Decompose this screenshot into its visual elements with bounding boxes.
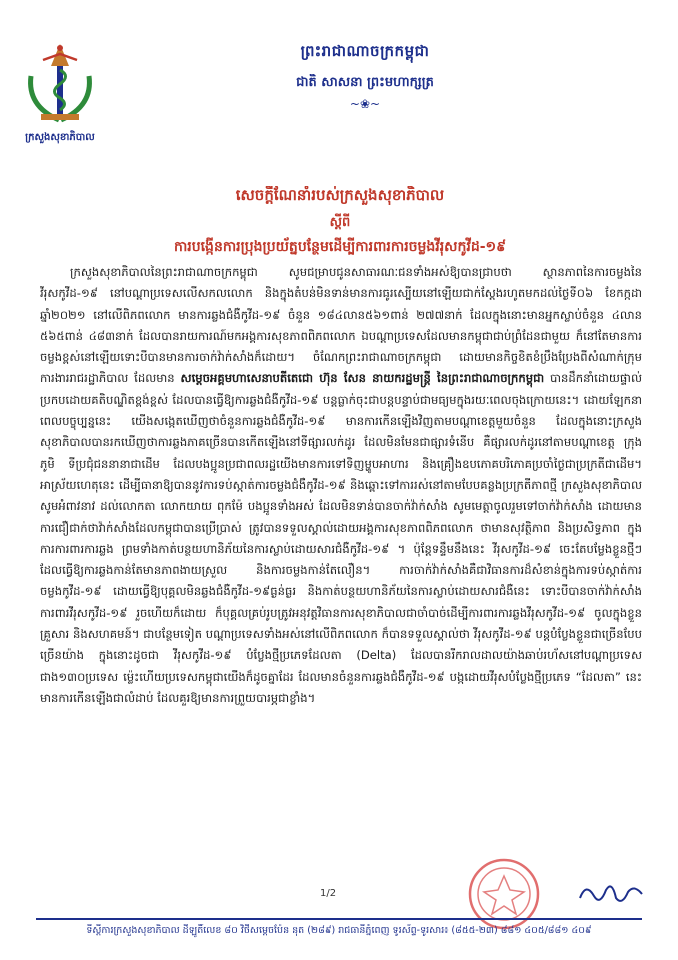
signature-icon bbox=[576, 876, 646, 910]
body-paragraph-part1: ក្រសួងសុខាភិបាលនៃព្រះរាជាណាចក្រកម្ពុជា សូមជម្រាបជូនសាធារណៈជនទាំងអស់ឱ្យបានជ្រាបថា ស្ថានភាពនៃការចម្លងនៃវីរុសកូវីដ-១៩ នៅបណ្តាប្រទេសលើសកលលោក និងក្នុងតំបន់មិនទាន់មានការធូរស្បើយនៅឡើយជាក់ស្តែងរហូតមកដល់ថ្ងៃទី០៦ ខែកក្កដា ឆ្នាំ២០២១ នៅលើពិភពលោក មានការឆ្លងជំងឺកូវីដ-១៩ ចំនួន ១៨៤លាន៥៦១ពាន់ ២៧៧នាក់ ដែលក្នុងនោះមានអ្នកស្លាប់ចំនួន ៤លាន ៥៦៥ពាន់ ៤៨៣នាក់ ដែលបានរាយការណ៍មកអង្គការសុខភាពពិភពលោក ឯបណ្តាប្រទេសដែលមានកម្ពុជាជាប់ព្រំដែនជាមួយ ក៏នៅតែមានការចម្លងខ្ពស់នៅឡើយទោះបីបានមានការចាក់វ៉ាក់សាំងក៏ដោយ។ ចំណែកព្រះរាជាណាចក្រកម្ពុជា ដោយមានកិច្ចខិតខំប្រឹងប្រែងពីសំណាក់ក្រុមការងាររាជរដ្ឋាភិបាល ដែលមាន bbox=[40, 265, 642, 386]
document-subject-label: ស្តីពី bbox=[329, 215, 351, 230]
ministry-emblem-icon bbox=[21, 36, 99, 128]
body-paragraph-part2: បានដឹកនាំដោយផ្ទាល់ ប្រកបដោយគតិបណ្ឌិតខ្ពង់ខ្ពស់ ដែលបានធ្វើឱ្យការឆ្លងជំងឺកូវីដ-១៩ បន្តធ្លាក់ចុះជាបន្តបន្ទាប់ជាមធ្យមក្នុងរយៈពេលចុងក្រោយនេះ។ ដោយឡែកនាពេលបច្ចុប្បន្ននេះ យើងសង្កេតឃើញថាចំនួនការឆ្លងជំងឺកូវីដ-១៩ មានការកើនឡើងវិញតាមបណ្តាខេត្តមួយចំនួន ដែលក្នុងនោះក្រសួងសុខាភិបាលបានរកឃើញថាការឆ្លងភាគច្រើនបានកើតឡើងនៅទីផ្សារលក់ដូរ ដែលមិនមែនជាផ្សារទំនើប គឺផ្សារលក់ដូរនៅតាមបណ្តាខេត្ត ក្រុង ភូមិ ទីប្រជុំជននានាជាដើម ដែលបងប្អូនប្រជាពលរដ្ឋយើងមានការទៅទិញម្ហូបអាហារ និងគ្រឿងឧបភោគបរិភោគប្រចាំថ្ងៃជាប្រក្រតីជាដើម។ អាស្រ័យហេតុនេះ ដើម្បីធានាឱ្យបាននូវការទប់ស្កាត់ការចម្លងជំងឺកូវីដ-១៩ និងឆ្ពោះទៅការរស់នៅតាមបែបគន្លងប្រក្រតីភាពថ្មី ក្រសួងសុខាភិបាលសូមអំពាវនាវ ដល់លោកតា លោកយាយ ពុកម៉ែ បងប្អូនទាំងអស់ ដែលមិនទាន់បានចាក់វ៉ាក់សាំង សូមមេត្តាចូលរួមទៅចាក់វ៉ាក់សាំង ដោយមានការជឿជាក់ថាវ៉ាក់សាំងដែលកម្ពុជាបានប្រើប្រាស់ ត្រូវបានទទួលស្គាល់ដោយអង្គការសុខភាពពិភពលោក ថាមានសុវត្ថិភាព និងប្រសិទ្ធភាព ក្នុងការការពារការឆ្លង ព្រមទាំងកាត់បន្ថយហានិភ័យនៃការស្លាប់ដោយសារជំងឺកូវីដ-១៩ ។ ប៉ុន្តែទន្ទឹមនឹងនេះ វីរុសកូវីដ-១៩ ចេះតែបម្លែងខ្លួនថ្មីៗ ដែលធ្វើឱ្យការឆ្លងកាន់តែមានភាពងាយស្រួល និងការចម្លងកាន់តែលឿន។ ការចាក់វ៉ាក់សាំងគឺជាវិធានការដ៏សំខាន់ក្នុងការទប់ស្កាត់ការចម្លងកូវីដ-១៩ ដោយធ្វើឱ្យបុគ្គលមិនឆ្លងជំងឺកូវីដ-១៩ធ្ងន់ធ្ងរ និងកាត់បន្ថយហានិភ័យនៃការស្លាប់ដោយសារជំងឺនេះ ទោះបីបានចាក់វ៉ាក់សាំងការពារវីរុសកូវីដ-១៩ រួចហើយក៏ដោយ ក៏បុគ្គលគ្រប់រូបត្រូវអនុវត្តវិធានការសុខាភិបាលជាចាំបាច់ដើម្បីការពារការឆ្លងវីរុសកូវីដ-១៩ ចូលក្នុងខ្លួន គ្រួសារ និងសហគមន៍។ ជាបន្ថែមទៀត បណ្តាប្រទេសទាំងអស់នៅលើពិភពលោក ក៏បានទទួលស្គាល់ថា វីរុសកូវីដ-១៩ បន្តបំប្លែងខ្លួនជាច្រើនបែបច្រើនយ៉ាង ក្នុងនោះដូចជា វីរុសកូវីដ-១៩ បំប្លែងថ្មីប្រភេទដែលតា (Delta) ដែលបានរីករាលដាលយ៉ាងឆាប់រហ័សនៅបណ្តាប្រទេសជាង១៣០ប្រទេស ម្ល៉េះហើយប្រទេសកម្ពុជាយើងក៏ដូចគ្នាដែរ ដែលមានចំនួនការឆ្លងជំងឺកូវីដ-១៩ បង្កដោយវីរុសបំប្លែងថ្មីប្រភេទ “ដែលតា” នេះ មានការកើនឡើងជាលំដាប់ ដែលគួរឱ្យមានការព្រួយបារម្ភជាខ្លាំង។ bbox=[40, 371, 642, 705]
page-number: 1/2 bbox=[320, 888, 337, 899]
document-body bbox=[40, 262, 642, 876]
ministry-logo bbox=[14, 36, 106, 164]
document-title: សេចក្តីណែនាំរបស់ក្រសួងសុខាភិបាល bbox=[235, 186, 445, 204]
national-motto: ជាតិ សាសនា ព្រះមហាក្សត្រ bbox=[296, 75, 434, 90]
footer-divider bbox=[36, 918, 642, 920]
prime-minister-name: សម្តេចអគ្គមហាសេនាបតីតេជោ ហ៊ុន សែន នាយករដ្ឋមន្ត្រី នៃព្រះរាជាណាចក្រកម្ពុជា bbox=[180, 371, 545, 386]
kingdom-title: ព្រះរាជាណាចក្រកម្ពុជា bbox=[300, 42, 430, 60]
ministry-logo-caption: ក្រសួងសុខាភិបាល bbox=[25, 132, 95, 143]
document-subject: ការបង្កើនការប្រុងប្រយ័ត្នបន្ថែមដើម្បីការពារការចម្លងវីរុសកូវីដ-១៩ bbox=[173, 239, 507, 255]
minister-signature bbox=[576, 876, 646, 910]
header-ornament: ~❀~ bbox=[349, 97, 381, 111]
document-titles bbox=[90, 186, 590, 258]
official-stamp bbox=[466, 856, 542, 932]
official-seal-icon bbox=[466, 856, 542, 932]
kingdom-header bbox=[200, 42, 530, 111]
footer-address: ទីស្តីការក្រសួងសុខាភិបាល ដីឡូតិ៍លេខ ៨០ វិថីសម្តេចប៉ែន នុត (២៨៩) រាជធានីភ្នំពេញ ទូរស័ព្ទ-ទូរសារ៖ (៨៥៥-២៣) ៨៨១ ៤០៥/៨៨១ ៤០៩ bbox=[86, 925, 592, 936]
